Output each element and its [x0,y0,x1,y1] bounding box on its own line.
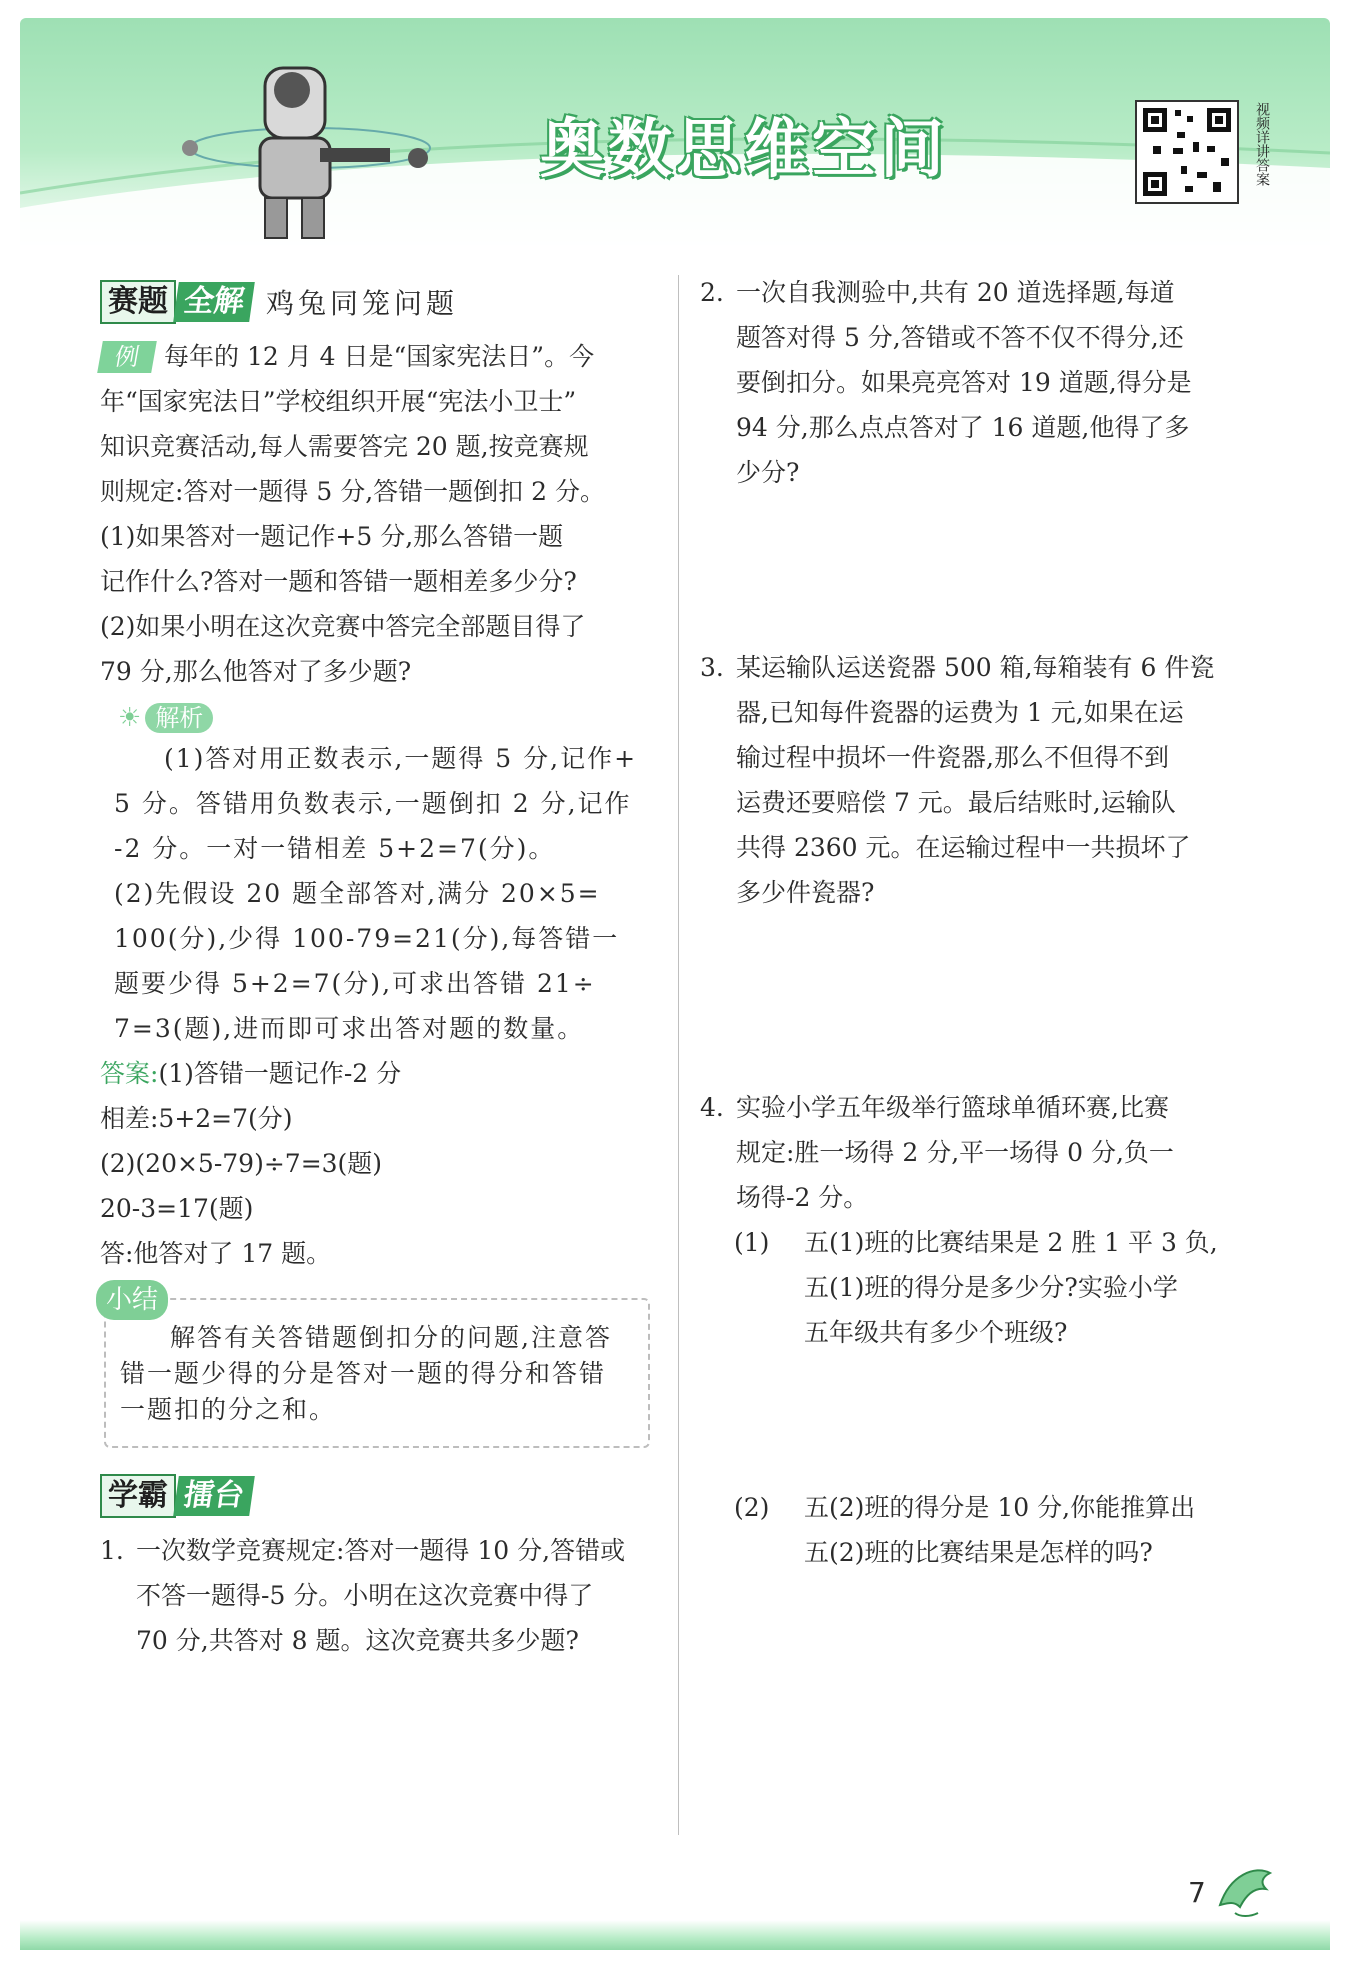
question-line: 器,已知每件瓷器的运费为 1 元,如果在运 [736,698,1184,727]
dolphin-icon [1210,1855,1280,1925]
section-tag-highlight: 全解 [173,282,255,322]
question-number: 1. [100,1536,124,1565]
answer-label: 答案: [100,1059,159,1088]
answer-line: (2)(20×5-79)÷7=3(题) [100,1149,383,1178]
example-line: 则规定:答对一题得 5 分,答错一题倒扣 2 分。 [100,477,605,506]
question-line: 规定:胜一场得 2 分,平一场得 0 分,负一 [736,1138,1174,1167]
example-line: 年“国家宪法日”学校组织开展“宪法小卫士” [100,387,577,416]
section-tag-highlight: 擂台 [173,1476,255,1516]
qr-code[interactable] [1135,100,1239,204]
answer-block [100,1051,660,1276]
question-4-part-1 [734,1220,1270,1355]
qr-code-icon [1137,102,1237,202]
answer-line: 答案:(1)答错一题记作-2 分 [100,1059,402,1088]
question-line: 运费还要赔偿 7 元。最后结账时,运输队 [736,788,1176,817]
example-line: (1)如果答对一题记作+5 分,那么答错一题 [100,522,564,551]
question-line: 某运输队运送瓷器 500 箱,每箱装有 6 件瓷 [736,653,1215,682]
summary-line: 解答有关答错题倒扣分的问题,注意答 [170,1323,612,1352]
page-title: 奥数思维空间 [540,113,948,187]
summary-line: 一题扣的分之和。 [120,1395,337,1424]
question-line: 场得-2 分。 [736,1183,869,1212]
summary-box [104,1285,650,1448]
question-line: 五年级共有多少个班级? [804,1318,1068,1347]
question-line: 70 分,共答对 8 题。这次竞赛共多少题? [136,1626,579,1655]
example-line: 记作什么?答对一题和答错一题相差多少分? [100,567,577,596]
question-line: 一次数学竞赛规定:答对一题得 10 分,答错或 [136,1536,626,1565]
question-line: 一次自我测验中,共有 20 道选择题,每道 [736,278,1175,307]
answer-line: 20-3=17(题) [100,1194,254,1223]
analysis-body [114,736,660,1051]
analysis-heading [118,700,660,736]
question-line: 少分? [736,458,800,487]
question-line: 共得 2360 元。在运输过程中一共损坏了 [736,833,1191,862]
right-column [700,270,1270,1575]
part-number: (2) [734,1493,770,1522]
part-number: (1) [734,1228,770,1257]
analysis-line: 100(分),少得 100-79=21(分),每答错一 [114,924,620,953]
question-number: 3. [700,653,724,682]
question-line: 五(1)班的得分是多少分?实验小学 [804,1273,1178,1302]
question-4-part-2 [734,1485,1270,1575]
example-badge: 例 [97,341,157,373]
analysis-line: -2 分。一对一错相差 5+2=7(分)。 [114,834,556,863]
lightbulb-icon: ☀ [118,703,142,733]
example-line: (2)如果小明在这次竞赛中答完全部题目得了 [100,612,586,641]
page-header-band [20,18,1330,258]
column-divider [678,275,679,1835]
answer-line: 相差:5+2=7(分) [100,1104,293,1133]
question-number: 4. [700,1093,724,1122]
analysis-line: (1)答对用正数表示,一题得 5 分,记作+ [164,744,638,773]
footer-band [20,1920,1330,1950]
astronaut-illustration [170,48,470,248]
analysis-line: 7=3(题),进而即可求出答对题的数量。 [114,1014,585,1043]
analysis-line: 题要少得 5+2=7(分),可求出答错 21÷ [114,969,596,998]
answer-line: 答:他答对了 17 题。 [100,1239,332,1268]
section-heading-challenge [100,1474,660,1518]
analysis-badge: 解析 [145,703,213,733]
question-line: 实验小学五年级举行篮球单循环赛,比赛 [736,1093,1169,1122]
question-3 [700,645,1270,915]
question-number: 2. [700,278,724,307]
question-line: 五(2)班的得分是 10 分,你能推算出 [804,1493,1196,1522]
question-line: 不答一题得-5 分。小明在这次竞赛中得了 [136,1581,594,1610]
question-1 [100,1528,660,1663]
summary-line: 错一题少得的分是答对一题的得分和答错 [120,1359,607,1388]
section-tag: 学霸 [100,1474,176,1518]
section-subtitle: 鸡兔同笼问题 [266,287,459,320]
question-line: 多少件瓷器? [736,878,875,907]
question-2 [700,270,1270,495]
question-4 [700,1085,1270,1220]
qr-caption: 视频详讲答案 [1254,102,1270,186]
example-line: 知识竞赛活动,每人需要答完 20 题,按竞赛规 [100,432,589,461]
question-line: 输过程中损坏一件瓷器,那么不但得不到 [736,743,1169,772]
question-line: 94 分,那么点点答对了 16 道题,他得了多 [736,413,1190,442]
page-number: 7 [1188,1876,1206,1909]
example-problem [100,334,660,694]
analysis-line: (2)先假设 20 题全部答对,满分 20×5= [114,879,601,908]
question-line: 五(1)班的比赛结果是 2 胜 1 平 3 负, [804,1228,1218,1257]
example-line: 79 分,那么他答对了多少题? [100,657,412,686]
summary-badge: 小结 [96,1280,168,1320]
question-line: 要倒扣分。如果亮亮答对 19 道题,得分是 [736,368,1192,397]
analysis-line: 5 分。答错用负数表示,一题倒扣 2 分,记作 [114,789,632,818]
example-line: 例 每年的 12 月 4 日是“国家宪法日”。今 [100,334,660,379]
left-column [100,280,660,1663]
section-heading-competition [100,280,660,324]
question-line: 题答对得 5 分,答错或不答不仅不得分,还 [736,323,1184,352]
question-line: 五(2)班的比赛结果是怎样的吗? [804,1538,1153,1567]
section-tag: 赛题 [100,280,176,324]
